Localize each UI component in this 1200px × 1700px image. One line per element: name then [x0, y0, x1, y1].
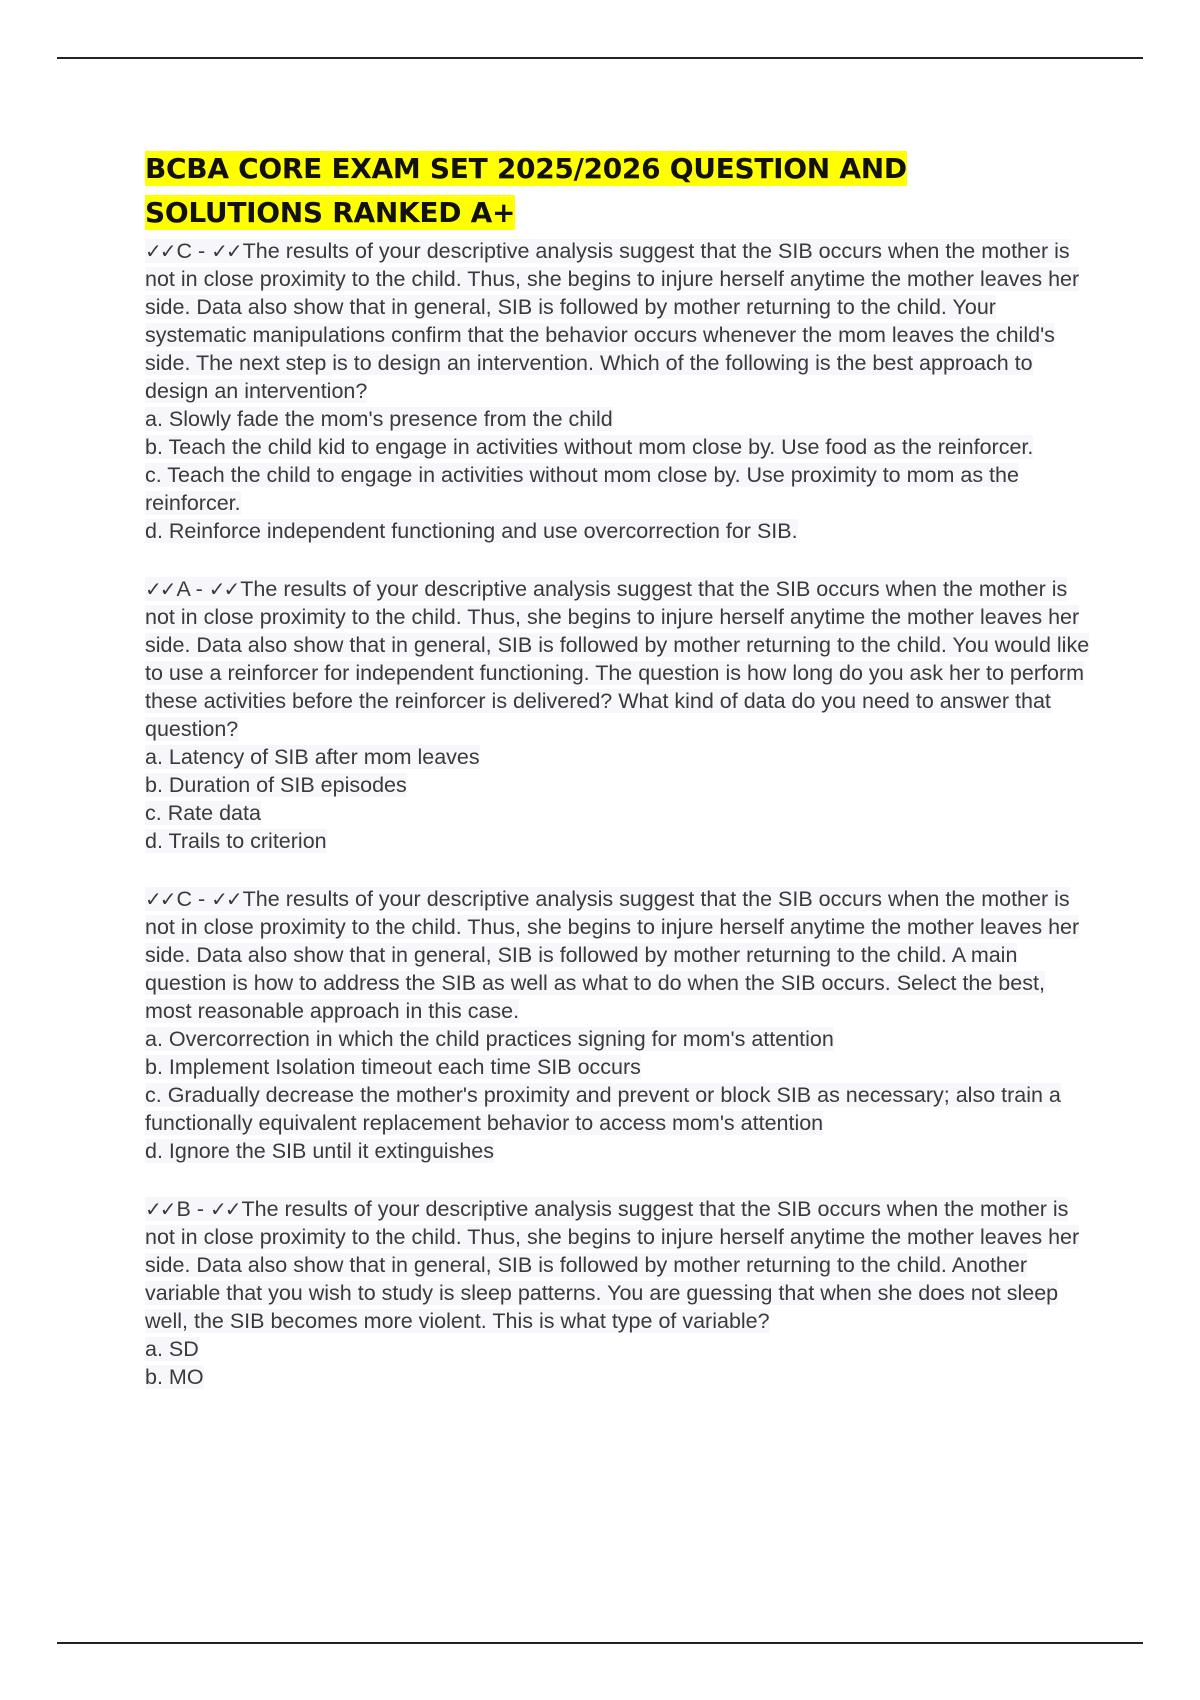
question-prompt: The results of your descriptive analysis suggest that the SIB occurs when the mother is not in close proximity to the child. Thus, she begins to injure herself anytime the mother leaves her side. Data also show that in general, SIB is followed by mother returning to the child. A main question is how to address the SIB as well as what to do when the SIB occurs. Select the best, most reasonable approach in this case.: [145, 887, 1080, 1023]
check-icon: ✓✓: [145, 577, 175, 601]
document-body: [145, 147, 1095, 1421]
answer-choice: b. Implement Isolation timeout each time SIB occurs: [145, 1055, 641, 1079]
answer-choice: a. SD: [145, 1337, 199, 1361]
answer-choice: a. Overcorrection in which the child practices signing for mom's attention: [145, 1027, 834, 1051]
answer-choice: a. Slowly fade the mom's presence from the child: [145, 407, 613, 431]
check-icon: ✓✓: [209, 1197, 240, 1221]
question-item: [145, 575, 1095, 855]
answer-letter: A: [176, 577, 190, 601]
answer-choice: c. Gradually decrease the mother's proximity and prevent or block SIB as necessary; also train a functionally equivalent replacement behavior to access mom's attention: [145, 1083, 1061, 1135]
footer-rule: [57, 1642, 1143, 1644]
answer-choice: d. Ignore the SIB until it extinguishes: [145, 1139, 494, 1163]
answer-choice: b. Duration of SIB episodes: [145, 773, 407, 797]
check-icon: ✓✓: [145, 1197, 175, 1221]
answer-letter: C: [176, 887, 193, 911]
question-prompt: The results of your descriptive analysis suggest that the SIB occurs when the mother is not in close proximity to the child. Thus, she begins to injure herself anytime the mother leaves her side. Data also show that in general, SIB is followed by mother returning to the child. Your systematic manipulations confirm that the behavior occurs whenever the mom leaves the child's side. The next step is to design an intervention. Which of the following is the best approach to design an intervention?: [145, 239, 1080, 403]
title-line-2: SOLUTIONS RANKED A+: [145, 196, 516, 229]
question-item: [145, 885, 1095, 1165]
answer-choice: a. Latency of SIB after mom leaves: [145, 745, 480, 769]
check-icon: ✓✓: [208, 577, 239, 601]
question-prompt: The results of your descriptive analysis suggest that the SIB occurs when the mother is not in close proximity to the child. Thus, she begins to injure herself anytime the mother leaves her side. Data also show that in general, SIB is followed by mother returning to the child. You would like to use a reinforcer for independent functioning. The question is how long do you ask her to perform these activities before the reinforcer is delivered? What kind of data do you need to answer that question?: [145, 577, 1090, 741]
answer-choice: c. Rate data: [145, 801, 261, 825]
title-line-1: BCBA CORE EXAM SET 2025/2026 QUESTION AND: [145, 152, 907, 185]
question-item: [145, 237, 1095, 545]
question-text: ✓✓B - ✓✓The results of your descriptive analysis suggest that the SIB occurs when the mother is not in close proximity to the child. Thus, she begins to injure herself anytime the mother leaves her side. Data also show that in general, SIB is followed by mother returning to the child. Another variable that you wish to study is sleep patterns. You are guessing that when she does not sleep well, the SIB becomes more violent. This is what type of variable?: [145, 1197, 1080, 1333]
question-item: [145, 1195, 1095, 1391]
answer-choice: d. Trails to criterion: [145, 829, 327, 853]
check-icon: ✓✓: [211, 887, 241, 911]
answer-letter: B: [176, 1197, 191, 1221]
question-text: ✓✓C - ✓✓The results of your descriptive analysis suggest that the SIB occurs when the mother is not in close proximity to the child. Thus, she begins to injure herself anytime the mother leaves her side. Data also show that in general, SIB is followed by mother returning to the child. A main question is how to address the SIB as well as what to do when the SIB occurs. Select the best, most reasonable approach in this case.: [145, 887, 1080, 1023]
answer-choice: b. MO: [145, 1365, 204, 1389]
question-prompt: The results of your descriptive analysis suggest that the SIB occurs when the mother is not in close proximity to the child. Thus, she begins to injure herself anytime the mother leaves her side. Data also show that in general, SIB is followed by mother returning to the child. Another variable that you wish to study is sleep patterns. You are guessing that when she does not sleep well, the SIB becomes more violent. This is what type of variable?: [145, 1197, 1080, 1333]
check-icon: ✓✓: [145, 887, 175, 911]
check-icon: ✓✓: [211, 239, 241, 263]
answer-choice: c. Teach the child to engage in activities without mom close by. Use proximity to mom as the reinforcer.: [145, 463, 1019, 515]
question-text: ✓✓C - ✓✓The results of your descriptive analysis suggest that the SIB occurs when the mother is not in close proximity to the child. Thus, she begins to injure herself anytime the mother leaves her side. Data also show that in general, SIB is followed by mother returning to the child. Your systematic manipulations confirm that the behavior occurs whenever the mom leaves the child's side. The next step is to design an intervention. Which of the following is the best approach to design an intervention?: [145, 239, 1080, 403]
question-text: ✓✓A - ✓✓The results of your descriptive analysis suggest that the SIB occurs when the mother is not in close proximity to the child. Thus, she begins to injure herself anytime the mother leaves her side. Data also show that in general, SIB is followed by mother returning to the child. You would like to use a reinforcer for independent functioning. The question is how long do you ask her to perform these activities before the reinforcer is delivered? What kind of data do you need to answer that question?: [145, 577, 1090, 741]
answer-choice: d. Reinforce independent functioning and use overcorrection for SIB.: [145, 519, 798, 543]
document-title: [145, 147, 1095, 235]
answer-letter: C: [176, 239, 193, 263]
answer-choice: b. Teach the child kid to engage in activities without mom close by. Use food as the reinforcer.: [145, 435, 1034, 459]
check-icon: ✓✓: [145, 239, 175, 263]
header-rule: [57, 57, 1143, 59]
